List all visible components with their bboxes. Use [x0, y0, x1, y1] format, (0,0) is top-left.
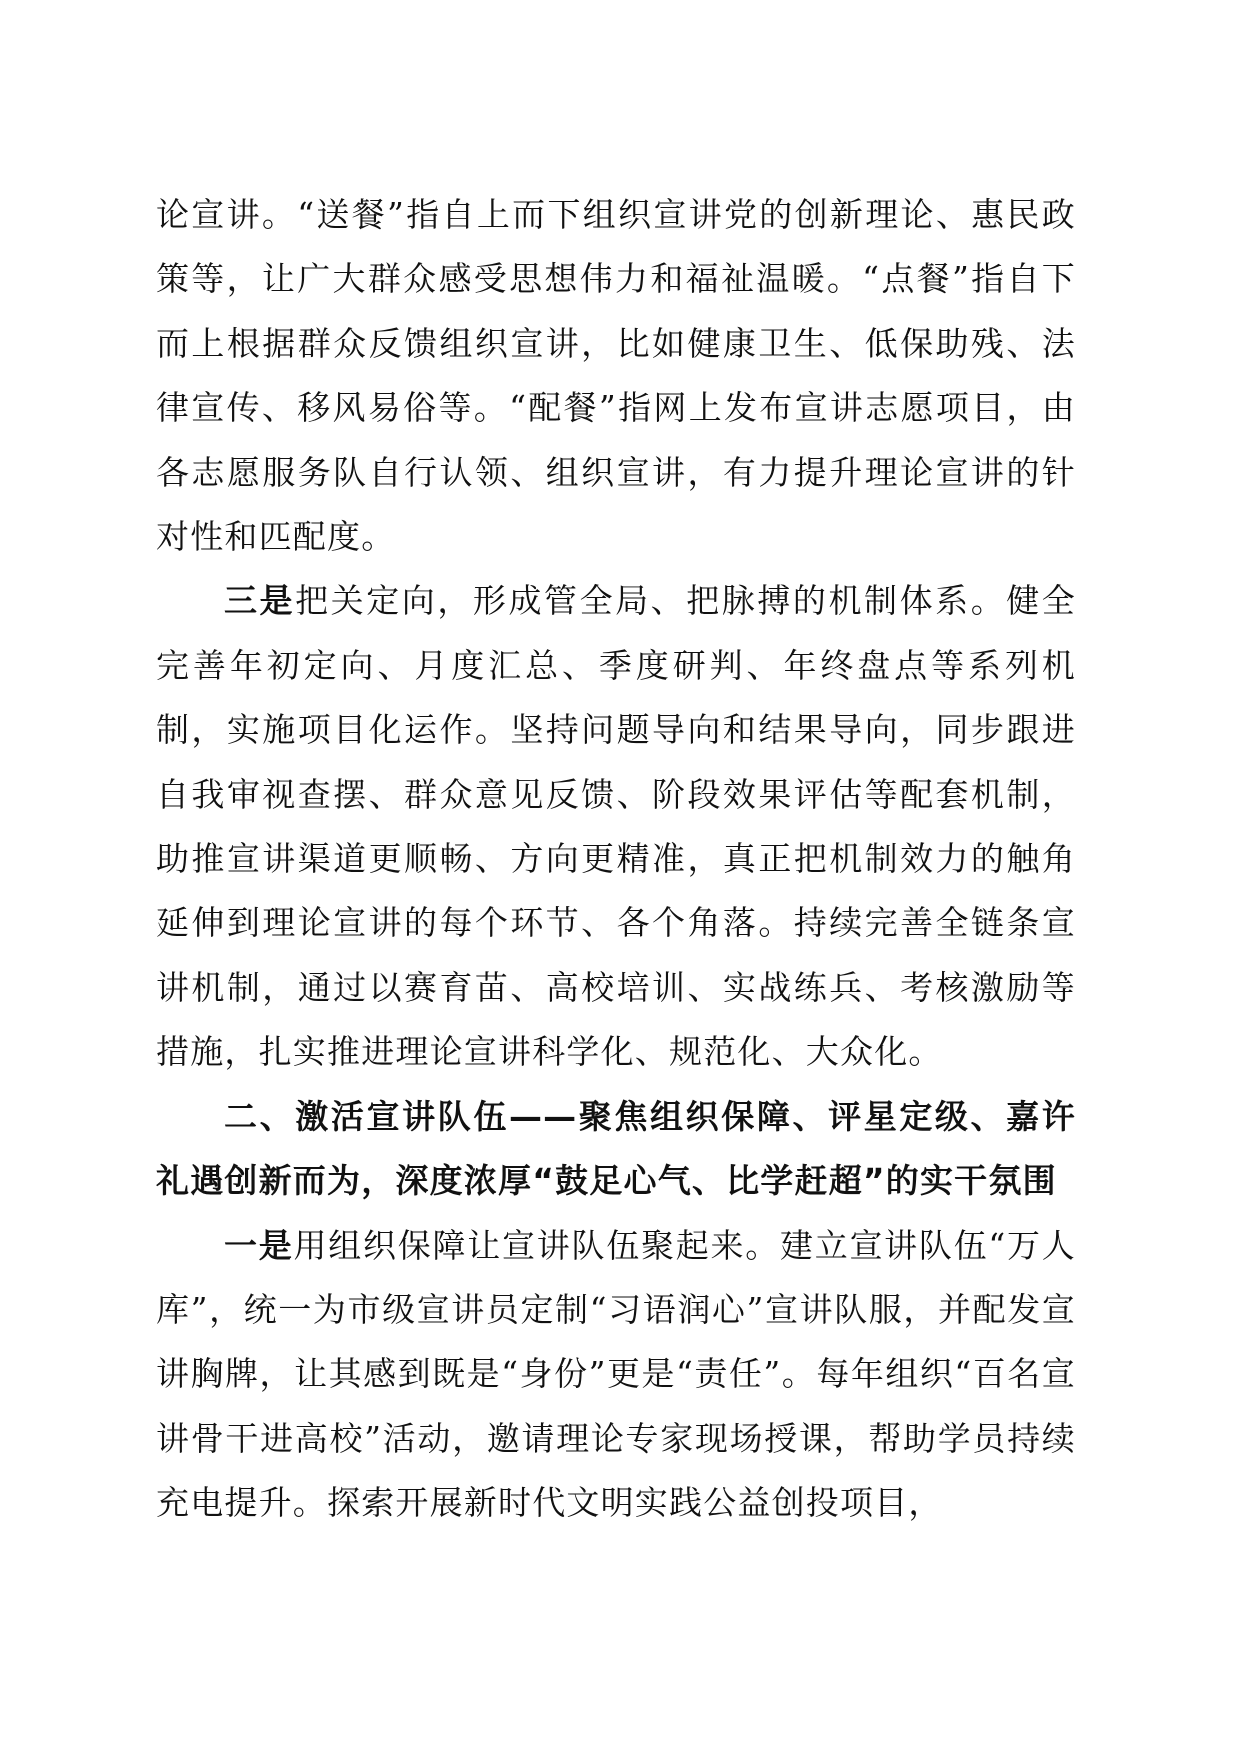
section-heading-two: 二、激活宣讲队伍——聚焦组织保障、评星定级、嘉许礼遇创新而为，深度浓厚“鼓足心气、比学赶超”的实干氛围	[156, 1096, 1076, 1201]
paragraph-text: 论宣讲。“送餐”指自上而下组织宣讲党的创新理论、惠民政策等，让广大群众感受思想伟力和福祉温暖。“点餐”指自下而上根据群众反馈组织宣讲，比如健康卫生、低保助残、法律宣传、移风易俗等。“配餐”指网上发布宣讲志愿项目，由各志愿服务队自行认领、组织宣讲，有力提升理论宣讲的针对性和匹配度。	[156, 195, 1076, 557]
paragraph-text: 用组织保障让宣讲队伍聚起来。建立宣讲队伍“万人库”，统一为市级宣讲员定制“习语润心”宣讲队服，并配发宣讲胸牌，让其感到既是“身份”更是“责任”。每年组织“百名宣讲骨干进高校”活动，邀请理论专家现场授课，帮助学员持续充电提升。探索开展新时代文明实践公益创投项目，	[156, 1225, 1076, 1523]
paragraph-continuation	[156, 183, 1076, 569]
document-body	[156, 183, 1076, 1536]
paragraph-lead: 一是	[224, 1225, 294, 1265]
paragraph-lead: 三是	[224, 581, 296, 621]
paragraph-point-three	[156, 569, 1076, 1084]
paragraph-text: 把关定向，形成管全局、把脉搏的机制体系。健全完善年初定向、月度汇总、季度研判、年终盘点等系列机制，实施项目化运作。坚持问题导向和结果导向，同步跟进自我审视查摆、群众意见反馈、阶段效果评估等配套机制，助推宣讲渠道更顺畅、方向更精准，真正把机制效力的触角延伸到理论宣讲的每个环节、各个角落。持续完善全链条宣讲机制，通过以赛育苗、高校培训、实战练兵、考核激励等措施，扎实推进理论宣讲科学化、规范化、大众化。	[156, 581, 1077, 1072]
paragraph-point-one	[156, 1214, 1076, 1536]
